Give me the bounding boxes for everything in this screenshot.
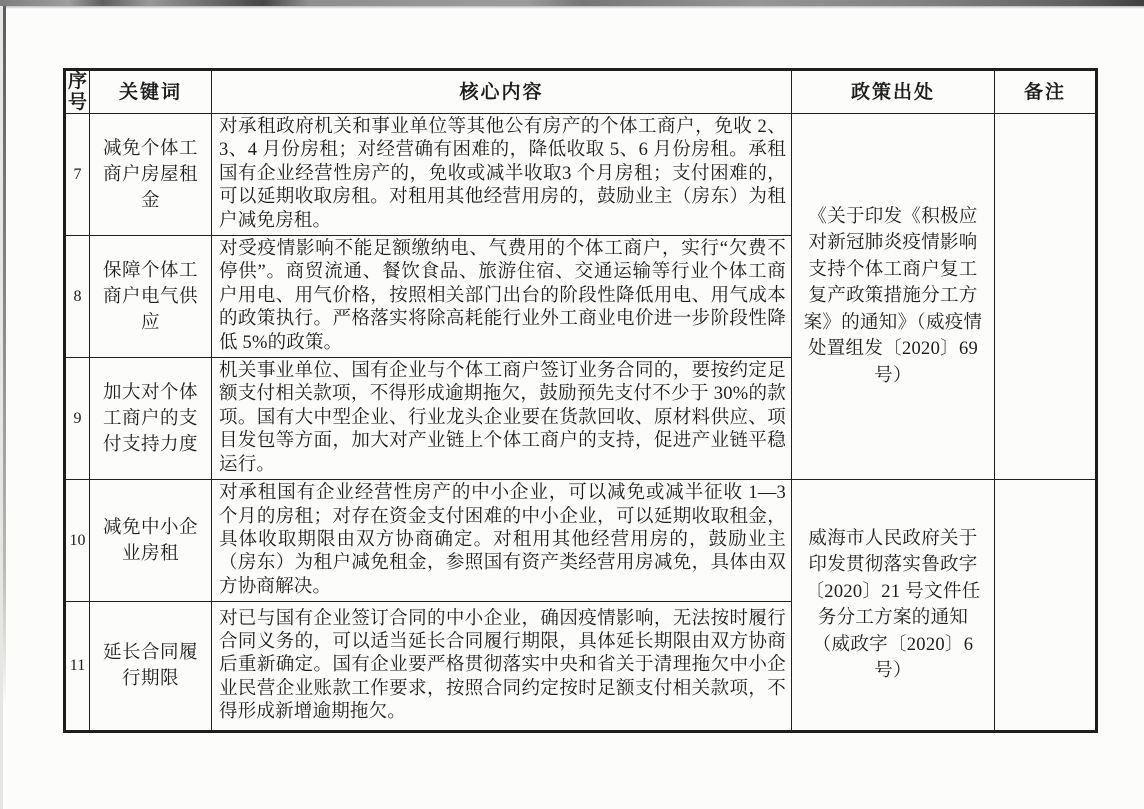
row-number-cell: 9 <box>65 358 90 480</box>
policy-source-cell: 威海市人民政府关于印发贯彻落实鲁政字〔2020〕21 号文件任务分工方案的通知（威政字〔2020〕6号） <box>792 480 995 732</box>
content-cell: 对承租国有企业经营性房产的中小企业，可以减免或减半征收 1—3 个月的房租；对存在资金支付困难的中小企业，可以延期收取租金，具体收取期限由双方协商确定。对租用其他经营用房的，鼓励业主（房东）为租户减免租金，参照国有资产类经营用房减免，具体由双方协商解决。 <box>212 480 792 602</box>
content-cell: 对已与国有企业签订合同的中小企业，确因疫情影响，无法按时履行合同义务的，可以适当延长合同履行期限，具体延长期限由双方协商后重新确定。国有企业要严格贯彻落实中央和省关于清理拖欠中小企业民营企业账款工作要求，按照合同约定按时足额支付相关款项，不得形成新增逾期拖欠。 <box>212 602 792 732</box>
content-cell: 对承租政府机关和事业单位等其他公有房产的个体工商户，免收 2、3、4 月份房租；对经营确有困难的，降低收取 5、6 月份房租。承租国有企业经营性房产的，免收或减半收取3 个月房租；支付困难的，可以延期收取房租。对租用其他经营用房的，鼓励业主（房东）为租户减免房租。 <box>212 114 792 236</box>
row-number-cell: 8 <box>65 236 90 358</box>
scanner-edge-left-dark <box>3 6 6 706</box>
row-number-cell: 7 <box>65 114 90 236</box>
row-number-cell: 10 <box>65 480 90 602</box>
keyword-cell: 减免中小企业房租 <box>90 480 212 602</box>
note-cell <box>995 480 1097 732</box>
table-row <box>65 114 1097 236</box>
keyword-cell: 保障个体工商户电气供应 <box>90 236 212 358</box>
content-cell: 机关事业单位、国有企业与个体工商户签订业务合同的，要按约定足额支付相关款项，不得形成逾期拖欠，鼓励预先支付不少于 30%的款项。国有大中型企业、行业龙头企业要在货款回收、原材料供应、项目发包等方面，加大对产业链上个体工商户的支持，促进产业链平稳运行。 <box>212 358 792 480</box>
keyword-cell: 减免个体工商户房屋租金 <box>90 114 212 236</box>
header-note: 备注 <box>995 70 1097 114</box>
row-number-cell: 11 <box>65 602 90 732</box>
header-source: 政策出处 <box>792 70 995 114</box>
scanner-edge-top-shadow <box>0 6 1144 9</box>
policy-source-cell: 《关于印发《积极应对新冠肺炎疫情影响支持个体工商户复工复产政策措施分工方案》的通知》（威疫情处置组发〔2020〕69号） <box>792 114 995 480</box>
table-header-row <box>65 70 1097 114</box>
note-cell <box>995 114 1097 480</box>
content-cell: 对受疫情影响不能足额缴纳电、气费用的个体工商户，实行“欠费不停供”。商贸流通、餐饮食品、旅游住宿、交通运输等行业个体工商户用电、用气价格，按照相关部门出台的阶段性降低用电、用气成本的政策执行。严格落实将除高耗能行业外工商业电价进一步阶段性降低 5%的政策。 <box>212 236 792 358</box>
keyword-cell: 延长合同履行期限 <box>90 602 212 732</box>
header-content: 核心内容 <box>212 70 792 114</box>
header-keyword: 关键词 <box>90 70 212 114</box>
header-no: 序号 <box>65 70 90 114</box>
keyword-cell: 加大对个体工商户的支付支持力度 <box>90 358 212 480</box>
policy-table <box>63 68 1098 733</box>
table-row <box>65 480 1097 602</box>
